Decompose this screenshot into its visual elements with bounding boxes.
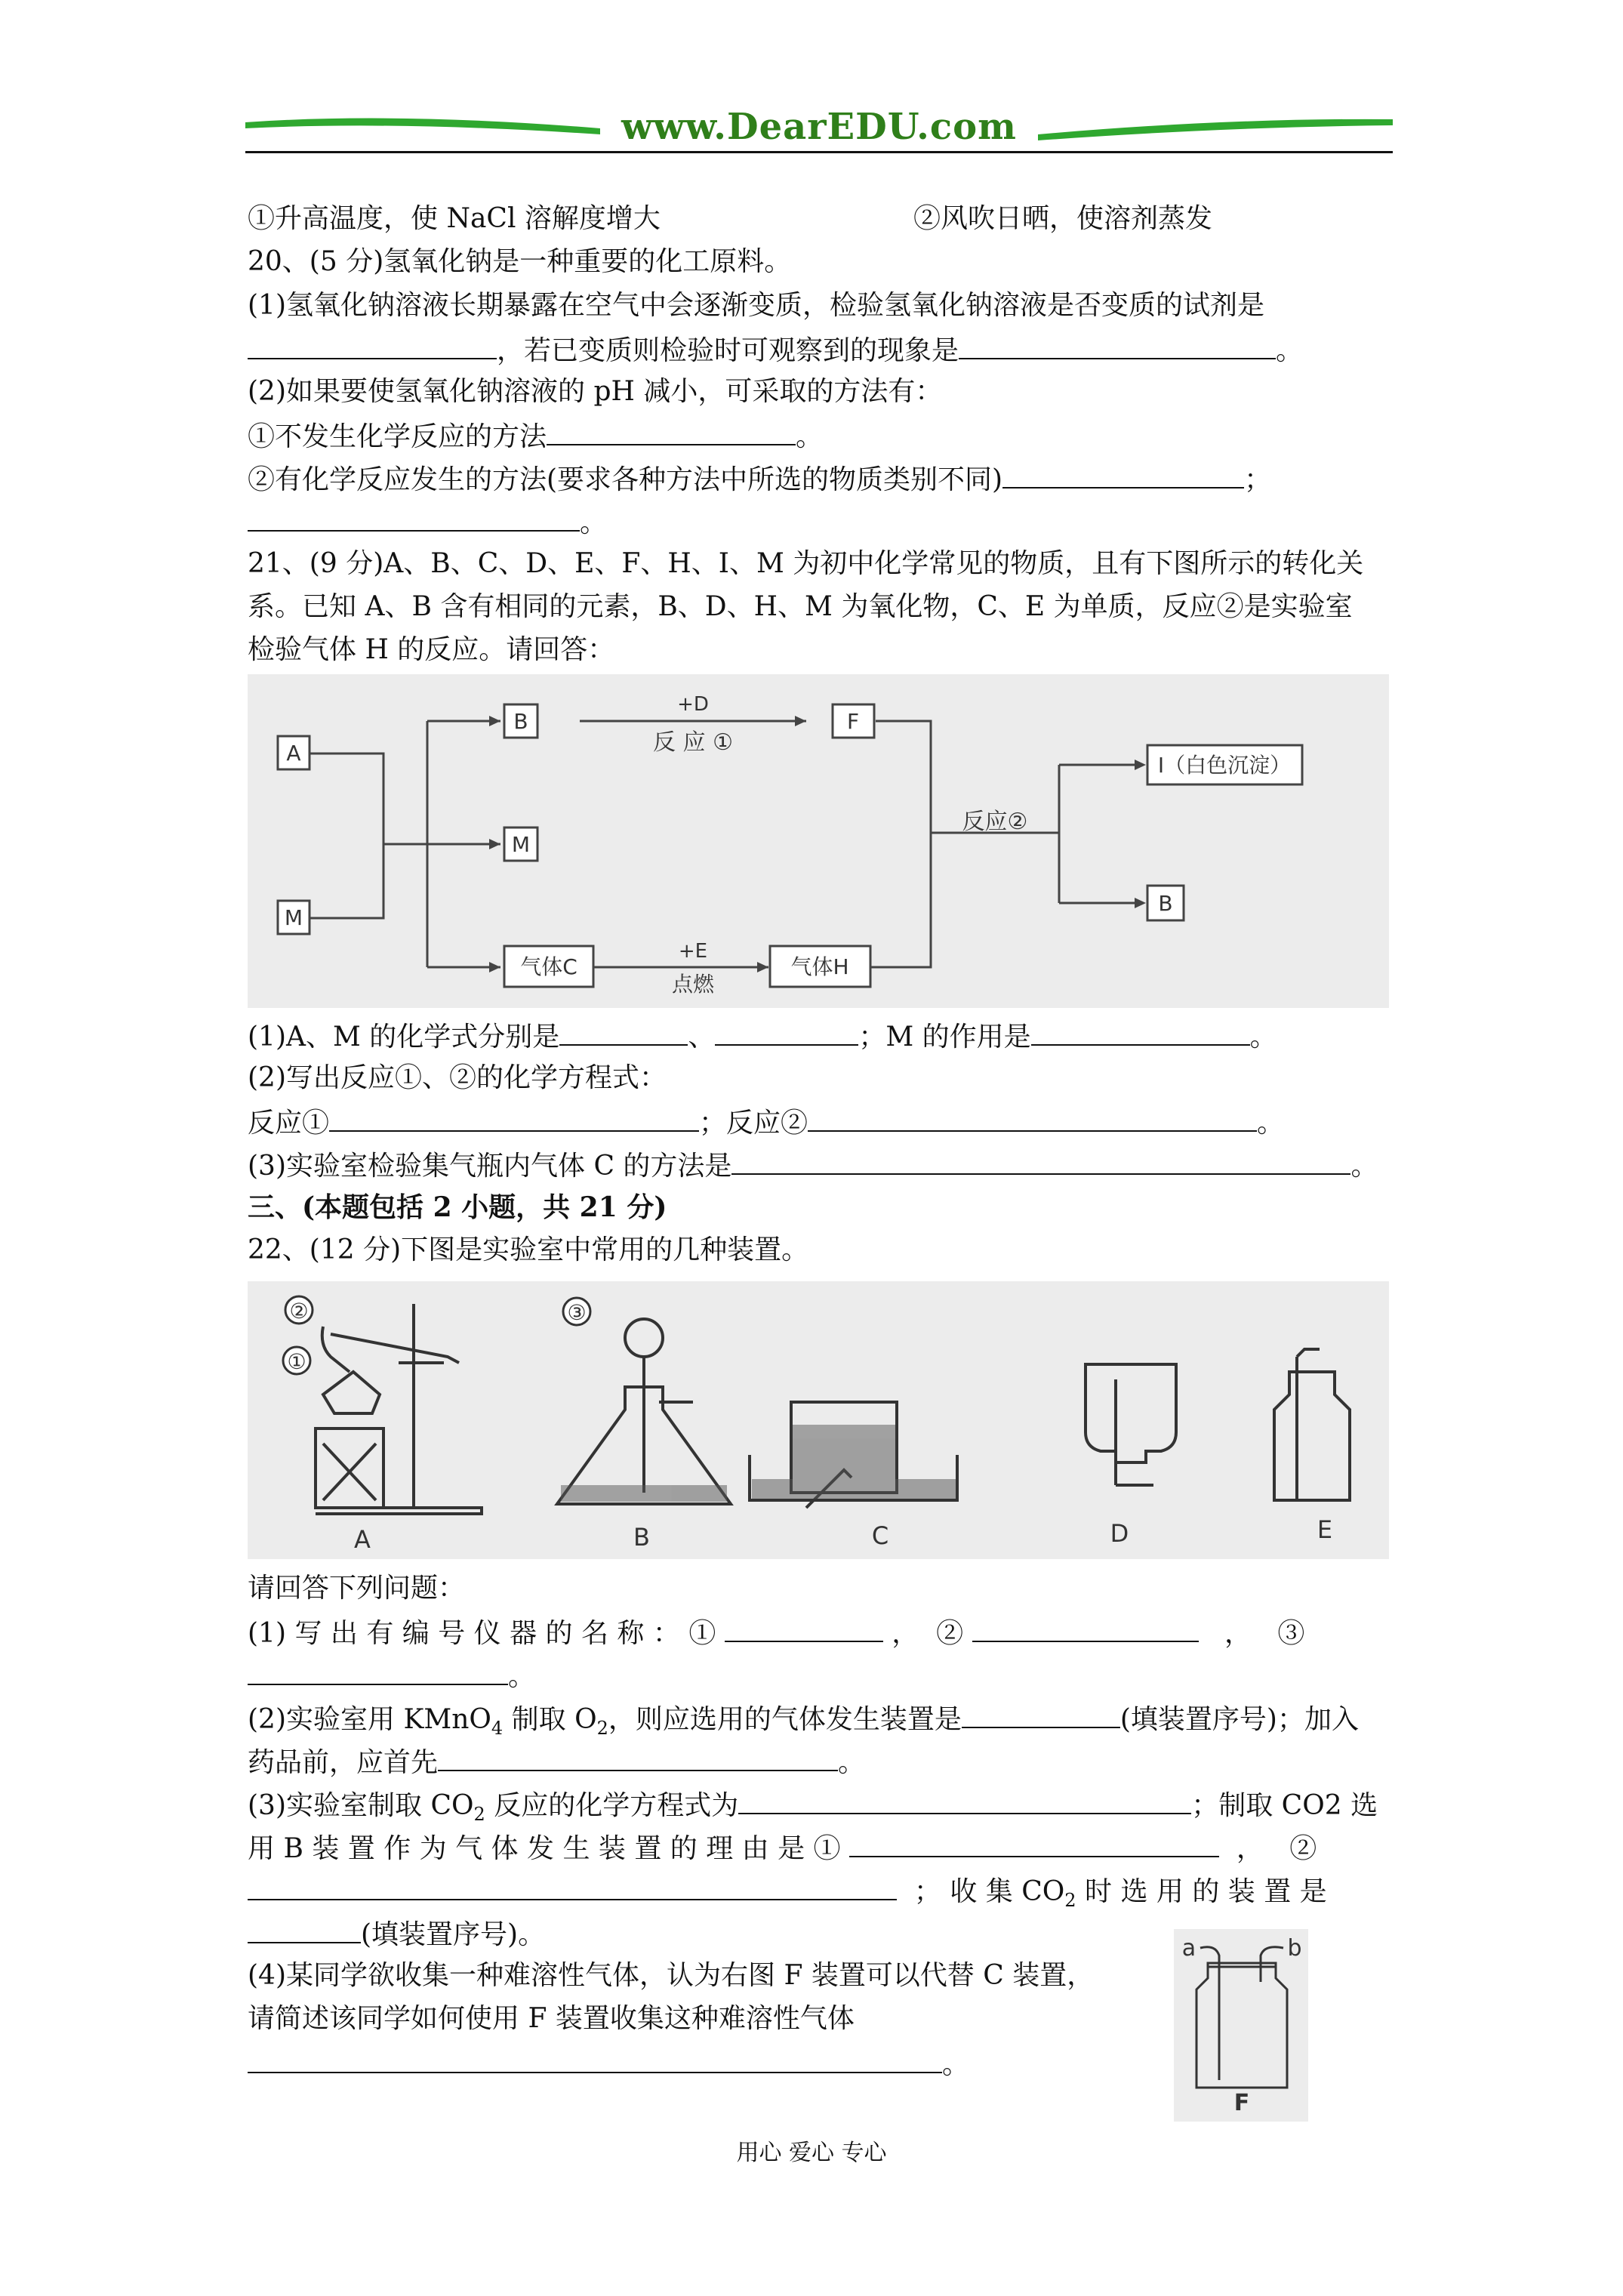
figF-label: F (1233, 2090, 1250, 2116)
q21-3-text: (3)实验室检验集气瓶内气体 C 的方法是 (248, 1151, 732, 1182)
header-rule (245, 151, 1393, 153)
q22-4-text-a: (4)某同学欲收集一种难溶性气体，认为右图 F 装置可以代替 C 装置， (248, 1960, 1095, 1991)
answer-blank[interactable] (962, 1701, 1120, 1728)
node-A-label: A (286, 741, 301, 766)
node-B2-label: B (1158, 891, 1173, 916)
q20-1-text: (1)氢氧化钠溶液长期暴露在空气中会逐渐变质，检验氢氧化钠溶液是否变质的试剂是 (248, 290, 1264, 321)
node-gas-C-label: 气体C (520, 954, 577, 979)
comma: ， (892, 1618, 919, 1649)
answer-blank[interactable] (547, 418, 796, 445)
q20-2a-line (248, 418, 823, 454)
answer-blank[interactable] (248, 1873, 897, 1900)
q20-1-text-b: ，若已变质则检验时可观察到的现象是 (497, 335, 959, 366)
q20-2a-text: ①不发生化学反应的方法 (248, 421, 547, 452)
answer-blank[interactable] (248, 2046, 942, 2073)
answer-blank[interactable] (1031, 1019, 1250, 1046)
node-M2-label: M (511, 832, 531, 857)
q22-4-line3 (248, 2046, 969, 2082)
q20-2b-line2 (248, 504, 607, 540)
subscript-4: 4 (491, 1718, 504, 1740)
apparatus-C-label: C (871, 1521, 889, 1550)
comma: ， (1236, 1833, 1264, 1864)
q22-3-text-d: 用 B 装 置 作 为 气 体 发 生 装 置 的 理 由 是 ① (248, 1833, 841, 1864)
circled-2: ② (1289, 1833, 1317, 1864)
answer-blank[interactable] (1002, 461, 1244, 488)
apparatus-figure (248, 1281, 1389, 1559)
q21-2-text: (2)写出反应①、②的化学方程式： (248, 1062, 667, 1093)
q22-3-text-f: 时 选 用 的 装 置 是 (1076, 1876, 1327, 1907)
q22-2-text-c: ，则应选用的气体发生装置是 (608, 1704, 962, 1735)
circled-3: ③ (1277, 1618, 1305, 1649)
q22-2-text-e: 药品前，应首先 (248, 1747, 439, 1778)
q22-title: 22、(12 分)下图是实验室中常用的几种装置。 (248, 1234, 809, 1265)
q22-2-line2 (248, 1744, 865, 1780)
node-I-label: I（白色沉淀） (1157, 753, 1292, 778)
q21-text-2: 系。已知 A、B 含有相同的元素，B、D、H、M 为氧化物，C、E 为单质，反应②是实验室 (248, 591, 1353, 622)
transformation-diagram (248, 674, 1389, 1008)
header-banner (245, 106, 1393, 151)
q22-1-text: (1) 写 出 有 编 号 仪 器 的 名 称 ： ① (248, 1618, 716, 1649)
option-1: ①升高温度，使 NaCl 溶解度增大 (248, 203, 661, 234)
site-logo-text: www.DearEDU.com (621, 106, 1017, 148)
period: 。 (1276, 335, 1304, 366)
figF-b-label: b (1287, 1935, 1302, 1962)
ignite-label: 点燃 (671, 972, 715, 997)
plus-D-label: +D (677, 693, 709, 716)
apparatus-B-label: B (633, 1523, 650, 1552)
q21-1-line (248, 1019, 1277, 1054)
q22-1-line2 (248, 1658, 535, 1693)
q20-2b-line (248, 461, 1271, 497)
q22-3-text-b: 反应的化学方程式为 (485, 1790, 739, 1821)
answer-blank[interactable] (248, 332, 497, 359)
node-M-label: M (284, 905, 303, 930)
period: 。 (796, 421, 824, 452)
label-2: ② (289, 1299, 309, 1324)
reaction-2-label: 反应② (962, 809, 1028, 835)
q22-3-text-g: (填装置序号)。 (361, 1919, 546, 1950)
period: 。 (1350, 1151, 1378, 1182)
answer-blank[interactable] (738, 1787, 1191, 1814)
answer-blank[interactable] (972, 1615, 1199, 1642)
option-2: ②风吹日晒，使溶剂蒸发 (913, 203, 1213, 234)
q21-1-text-b: ；M 的作用是 (858, 1022, 1031, 1052)
q22-3-line (248, 1787, 1378, 1831)
dunhao: 、 (688, 1022, 716, 1052)
q20-title: 20、(5 分)氢氧化钠是一种重要的化工原料。 (248, 246, 792, 277)
reaction-1-label-text: 反应① (248, 1108, 330, 1139)
q22-3-text-a: (3)实验室制取 CO (248, 1790, 474, 1821)
q20-2b-text: ②有化学反应发生的方法(要求各种方法中所选的物质类别不同) (248, 464, 1003, 495)
period: 。 (838, 1747, 866, 1778)
q22-3-line2 (248, 1830, 1317, 1866)
semicolon: ； (1244, 464, 1272, 495)
subscript-2: 2 (1064, 1890, 1076, 1912)
label-1: ① (287, 1349, 306, 1374)
answer-blank[interactable] (248, 1916, 361, 1943)
apparatus-E-label: E (1317, 1515, 1333, 1544)
q21-3-line (248, 1148, 1378, 1183)
answer-blank[interactable] (559, 1019, 688, 1046)
q22-3-line3 (248, 1873, 1327, 1917)
period: 。 (942, 2049, 970, 2080)
q22-3-text-e: ； 收 集 CO (913, 1876, 1065, 1907)
period: 。 (1257, 1108, 1285, 1139)
apparatus-A-label: A (354, 1525, 371, 1554)
period: 。 (508, 1661, 536, 1692)
plus-E-label: +E (678, 940, 708, 963)
subscript-2: 2 (473, 1804, 485, 1826)
q22-3-text-c: ；制取 CO2 选 (1191, 1790, 1378, 1821)
q20-2-text: (2)如果要使氢氧化钠溶液的 pH 减小，可采取的方法有： (248, 376, 943, 407)
q22-4-text-b: 请简述该同学如何使用 F 装置收集这种难溶性气体 (248, 2003, 855, 2034)
footer: 用心 爱心 专心 (736, 2140, 887, 2166)
q21-text-1: 21、(9 分)A、B、C、D、E、F、H、I、M 为初中化学常见的物质，且有下图所示的转化关 (248, 548, 1364, 579)
subscript-2: 2 (596, 1718, 608, 1740)
q20-1-line2 (248, 332, 1303, 368)
option-line-2 (913, 202, 1212, 236)
option-line (248, 202, 661, 236)
q21-2-line (248, 1105, 1284, 1140)
node-gas-H-label: 气体H (790, 954, 849, 979)
q22-3-line4 (248, 1916, 545, 1952)
answer-blank[interactable] (715, 1019, 858, 1046)
q22-2-text-b: 制取 O (503, 1704, 597, 1735)
q22-2-text-d: (填装置序号)；加入 (1119, 1704, 1359, 1735)
answer-blank[interactable] (329, 1105, 699, 1132)
period: 。 (1249, 1022, 1277, 1052)
section-3-heading: 三、(本题包括 2 小题，共 21 分) (248, 1191, 667, 1223)
period: 。 (580, 507, 608, 538)
apparatus-F-figure (1174, 1929, 1308, 2122)
apparatus-D-label: D (1110, 1519, 1129, 1548)
answer-blank[interactable] (731, 1148, 1350, 1175)
answer-blank[interactable] (849, 1830, 1219, 1857)
answer-blank[interactable] (725, 1615, 883, 1642)
answer-blank[interactable] (248, 504, 580, 532)
q22-2-line (248, 1701, 1359, 1745)
q21-1-text: (1)A、M 的化学式分别是 (248, 1022, 560, 1052)
answer-blank[interactable] (248, 1658, 508, 1685)
figF-a-label: a (1181, 1935, 1196, 1962)
label-3: ③ (567, 1300, 587, 1325)
q21-text-3: 检验气体 H 的反应。请回答： (248, 634, 615, 665)
q22-1-line (248, 1615, 1304, 1650)
reaction-2-label-text: ；反应② (699, 1108, 808, 1139)
answer-blank[interactable] (959, 332, 1276, 359)
answer-blank[interactable] (438, 1744, 838, 1771)
answer-blank[interactable] (808, 1105, 1257, 1132)
q22-intro: 请回答下列问题： (248, 1573, 466, 1604)
comma: ， (1224, 1618, 1252, 1649)
circled-2: ② (936, 1618, 964, 1649)
q22-2-text-a: (2)实验室用 KMnO (248, 1704, 491, 1735)
node-F-label: F (846, 709, 860, 734)
reaction-1-label: 反 应 ① (653, 729, 733, 756)
node-B-label: B (513, 709, 528, 734)
